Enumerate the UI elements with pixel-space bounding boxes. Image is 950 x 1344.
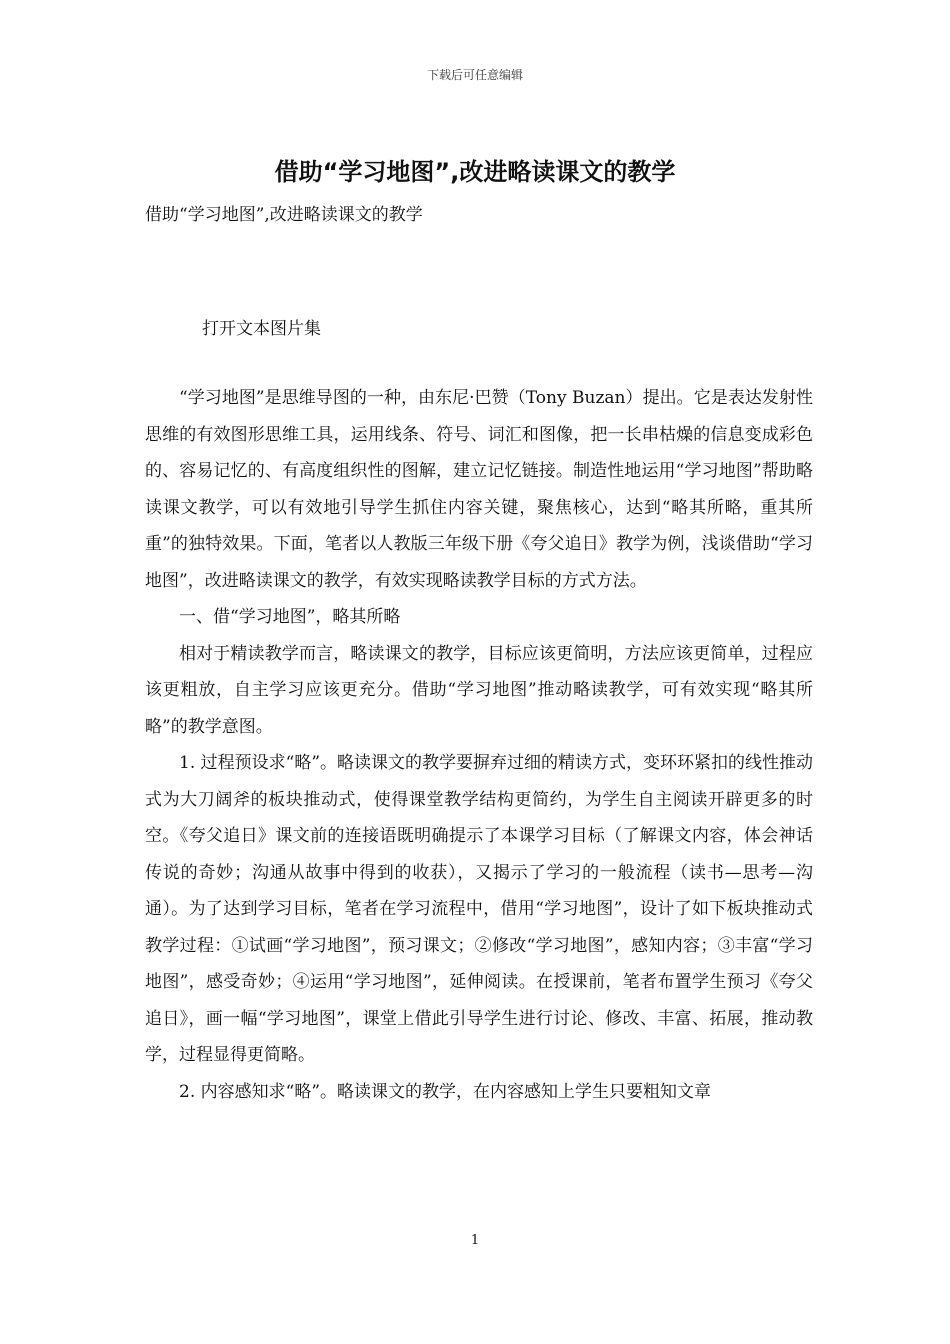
body-paragraph: 2. 内容感知求“略”。略读课文的教学，在内容感知上学生只要粗知文章 xyxy=(179,1081,712,1102)
document-body xyxy=(145,380,813,1110)
section-heading: 一、借“学习地图”，略其所略 xyxy=(179,607,401,627)
page-number: 1 xyxy=(470,1233,480,1248)
body-paragraph: 相对于精读教学而言，略读课文的教学，目标应该更简明，方法应该更简单，过程应该更粗放，自主学习应该更充分。借助“学习地图”推动略读教学，可有效实现“略其所略”的教学意图。 xyxy=(145,643,813,737)
body-paragraph: 1. 过程预设求“略”。略读课文的教学要摒弃过细的精读方式，变环环紧扣的线性推动式为大刀阔斧的板块推动式，使得课堂教学结构更简约，为学生自主阅读开辟更多的时空。《夸父追日》课文前的连接语既明确提示了本课学习目标（了解课文内容，体会神话传说的奇妙；沟通从故事中得到的收获），又揭示了学习的一般流程（读书—思考—沟通）。为了达到学习目标，笔者在学习流程中，借用“学习地图”，设计了如下板块推动式教学过程：①试画“学习地图”，预习课文；②修改“学习地图”，感知内容；③丰富“学习地图”，感受奇妙；④运用“学习地图”，延伸阅读。在授课前，笔者布置学生预习《夸父追日》，画一幅“学习地图”，课堂上借此引导学生进行讨论、修改、丰富、拓展，推动教学，过程显得更简略。 xyxy=(145,753,814,1065)
body-paragraph: “学习地图”是思维导图的一种，由东尼·巴赞（Tony Buzan）提出。它是表达发射性思维的有效图形思维工具，运用线条、符号、词汇和图像，把一长串枯燥的信息变成彩色的、容易记忆的、有高度组织性的图解，建立记忆链接。制造性地运用“学习地图”帮助略读课文教学，可以有效地引导学生抓住内容关键，聚焦核心，达到“略其所略，重其所重”的独特效果。下面，笔者以人教版三年级下册《夸父追日》教学为例，浅谈借助“学习地图”，改进略读课文的教学，有效实现略读教学目标的方式方法。 xyxy=(145,388,813,591)
header-note: 下载后可任意编辑 xyxy=(426,68,523,82)
document-title: 借助“学习地图”,改进略读课文的教学 xyxy=(274,158,676,186)
document-subtitle: 借助“学习地图”,改进略读课文的教学 xyxy=(145,205,423,225)
open-image-gallery-link[interactable]: 打开文本图片集 xyxy=(202,319,321,339)
